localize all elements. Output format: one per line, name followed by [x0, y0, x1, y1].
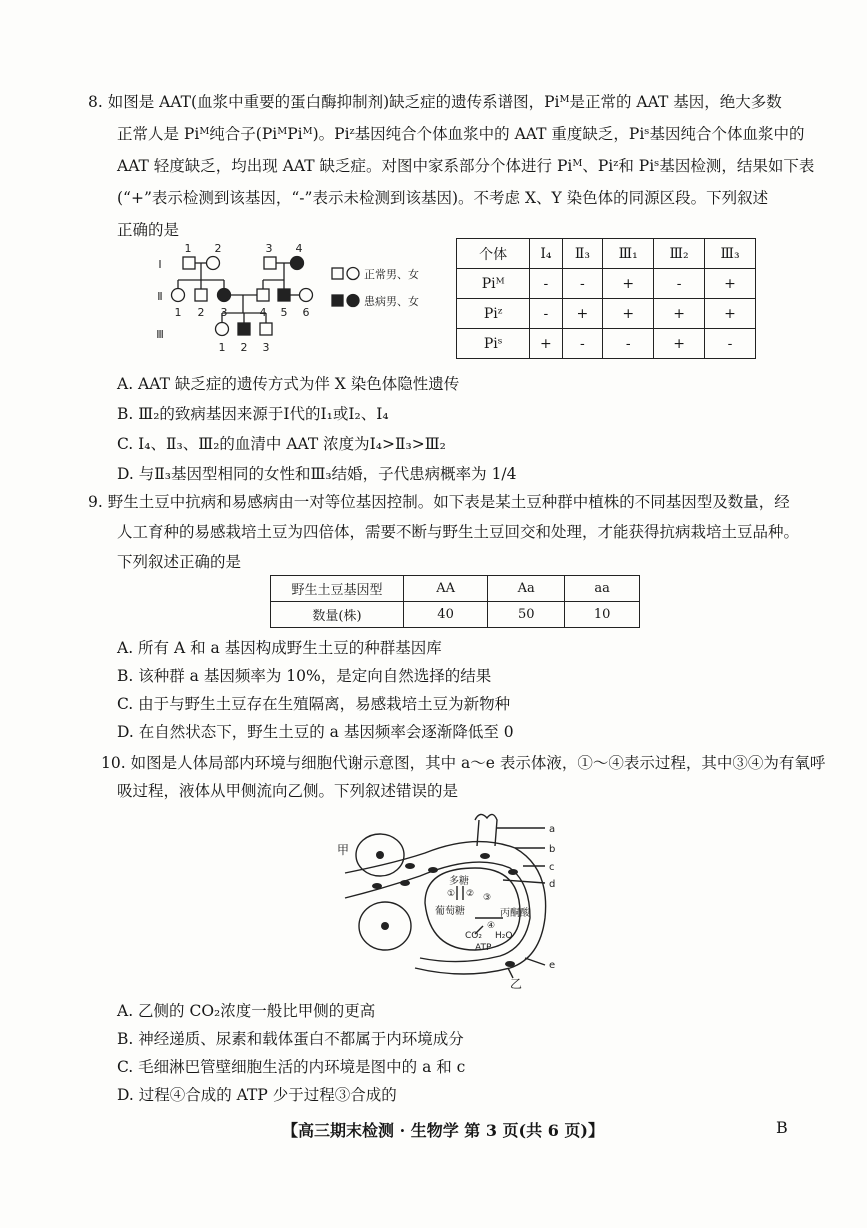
table-cell: Piᶻ: [457, 299, 530, 329]
step-2: ②: [466, 889, 475, 899]
pedigree-iii3-normal-male: [260, 323, 272, 335]
table-cell: -: [603, 329, 654, 359]
label-e: e: [549, 960, 556, 971]
table-cell: +: [705, 269, 756, 299]
table-row: [271, 602, 640, 628]
h2o-label: H₂O: [495, 931, 513, 941]
co2-label: CO₂: [465, 931, 482, 941]
q10-stem-line-2: 吸过程，液体从甲侧流向乙侧。下列叙述错误的是: [117, 782, 459, 800]
table-cell: Piˢ: [457, 329, 530, 359]
side-a-label: 甲: [337, 843, 350, 857]
rbc-7: [505, 961, 515, 967]
legend-affected-female-icon: [347, 295, 359, 307]
table-cell: +: [603, 269, 654, 299]
rbc-5: [508, 869, 518, 875]
q10-option-b[interactable]: B. 神经递质、尿素和载体蛋白不都属于内环境成分: [117, 1030, 464, 1048]
pedigree-chart: [150, 238, 440, 363]
footer-page-info: 【高三期末检测 · 生物学 第 3 页(共 6 页)】: [282, 1121, 604, 1140]
table-header: Ⅱ₃: [562, 239, 603, 269]
q8-gene-table: [456, 238, 756, 359]
num-ii4: 4: [259, 306, 267, 319]
q9-option-d[interactable]: D. 在自然状态下，野生土豆的 a 基因频率会逐渐降低至 0: [117, 723, 514, 741]
pedigree-i4-affected-female: [291, 257, 304, 270]
table-cell: +: [530, 329, 562, 359]
label-c: c: [549, 862, 555, 873]
table-cell: +: [603, 299, 654, 329]
table-cell: -: [530, 299, 562, 329]
rbc-6: [400, 880, 410, 886]
step-1: ①: [447, 889, 456, 899]
table-row: [457, 299, 756, 329]
q9-stem-line-2: 人工育种的易感栽培土豆为四倍体，需要不断与野生土豆回交和处理，才能获得抗病栽培土豆品种。: [117, 523, 800, 541]
num-ii3: 3: [220, 306, 228, 319]
label-b: b: [549, 844, 556, 855]
num-ii5: 5: [280, 306, 288, 319]
num-iii2: 2: [240, 341, 248, 354]
table-cell: -: [562, 329, 603, 359]
q8-stem-line-3: AAT 轻度缺乏，均出现 AAT 缺乏症。对图中家系部分个体进行 Piᴹ、Piᶻ和 Piˢ基因检测，结果如下表: [117, 157, 815, 175]
gen-label-2: Ⅱ: [157, 290, 163, 303]
nucleus-1: [376, 851, 384, 859]
pedigree-iii1-normal-female: [216, 323, 229, 336]
q8-option-d[interactable]: D. 与Ⅱ₃基因型相同的女性和Ⅲ₃结婚，子代患病概率为 1/4: [117, 465, 517, 483]
num-i3: 3: [265, 242, 273, 255]
table-header: Ⅲ₁: [603, 239, 654, 269]
legend-affected-male-icon: [332, 295, 343, 306]
table-header: aa: [565, 576, 640, 602]
label-a: a: [549, 824, 556, 835]
table-cell: 数量(株): [271, 602, 404, 628]
table-row: [457, 269, 756, 299]
table-row: [457, 239, 756, 269]
nucleus-2: [381, 922, 389, 930]
q8-stem-line-4: (“+”表示检测到该基因，“-”表示未检测到该基因)。不考虑 X、Y 染色体的同源区段。下列叙述: [117, 189, 769, 207]
paper-version: B: [776, 1118, 788, 1137]
num-iii1: 1: [218, 341, 226, 354]
pedigree-iii2-affected-male: [238, 323, 250, 335]
q10-stem-line-1: 10. 如图是人体局部内环境与细胞代谢示意图，其中 a～e 表示体液，①～④表示过程，其中③④为有氧呼: [101, 754, 826, 772]
glucose-label: 葡萄糖: [435, 906, 465, 917]
table-row: [271, 576, 640, 602]
pedigree-ii6-normal-female: [300, 289, 313, 302]
step-4: ④: [487, 921, 496, 931]
table-header: Ⅲ₃: [705, 239, 756, 269]
q9-option-c[interactable]: C. 由于与野生土豆存在生殖隔离，易感栽培土豆为新物种: [117, 695, 511, 713]
step-3: ③: [483, 893, 492, 903]
atp-label: ATP: [475, 943, 492, 953]
table-header: Ⅲ₂: [654, 239, 705, 269]
q9-stem-line-3: 下列叙述正确的是: [117, 553, 242, 571]
gen-label-3: Ⅲ: [156, 328, 164, 341]
q8-option-c[interactable]: C. Ⅰ₄、Ⅱ₃、Ⅲ₂的血清中 AAT 浓度为Ⅰ₄>Ⅱ₃>Ⅲ₂: [117, 435, 446, 453]
pyruvate-label: 丙酮酸: [500, 908, 530, 919]
legend-normal-female-icon: [347, 268, 359, 280]
pedigree-ii2-normal-male: [195, 289, 207, 301]
label-d: d: [549, 879, 556, 890]
q10-option-d[interactable]: D. 过程④合成的 ATP 少于过程③合成的: [117, 1086, 397, 1104]
table-cell: +: [705, 299, 756, 329]
rbc-4: [480, 853, 490, 859]
rbc-2: [372, 883, 382, 889]
num-ii2: 2: [197, 306, 205, 319]
table-cell: -: [654, 269, 705, 299]
table-cell: Piᴹ: [457, 269, 530, 299]
q10-option-a[interactable]: A. 乙侧的 CO₂浓度一般比甲侧的更高: [117, 1002, 376, 1020]
table-header: Ⅰ₄: [530, 239, 562, 269]
rbc-1: [405, 863, 415, 869]
q9-option-b[interactable]: B. 该种群 a 基因频率为 10%，是定向自然选择的结果: [117, 667, 492, 685]
q8-stem-line-5: 正确的是: [117, 221, 180, 239]
polysaccharide-label: 多糖: [449, 876, 469, 887]
q9-genotype-table: [270, 575, 640, 628]
table-header: AA: [404, 576, 488, 602]
table-header: 野生土豆基因型: [271, 576, 404, 602]
pedigree-i2-normal-female: [207, 257, 220, 270]
pedigree-i3-normal-male: [264, 257, 276, 269]
num-ii6: 6: [302, 306, 310, 319]
pedigree-ii5-affected-male: [278, 289, 290, 301]
q10-option-c[interactable]: C. 毛细淋巴管壁细胞生活的内环境是图中的 a 和 c: [117, 1058, 466, 1076]
table-header: 个体: [457, 239, 530, 269]
q9-stem-line-1: 9. 野生土豆中抗病和易感病由一对等位基因控制。如下表是某土豆种群中植株的不同基因型及数量，经: [88, 493, 790, 511]
table-cell: +: [562, 299, 603, 329]
table-cell: 40: [404, 602, 488, 628]
table-cell: +: [654, 299, 705, 329]
table-cell: -: [562, 269, 603, 299]
table-cell: 50: [488, 602, 565, 628]
pedigree-i1-normal-male: [183, 257, 195, 269]
table-header: Aa: [488, 576, 565, 602]
legend-normal-male-icon: [332, 268, 343, 279]
tissue-metabolism-diagram: [325, 808, 570, 993]
gen-label-1: Ⅰ: [158, 258, 162, 271]
pedigree-ii1-normal-female: [172, 289, 185, 302]
table-row: [457, 329, 756, 359]
num-i2: 2: [214, 242, 222, 255]
table-cell: -: [530, 269, 562, 299]
side-b-label: 乙: [510, 977, 523, 991]
q8-option-b[interactable]: B. Ⅲ₂的致病基因来源于Ⅰ代的Ⅰ₁或Ⅰ₂、Ⅰ₄: [117, 405, 389, 423]
legend-normal-label: 正常男、女: [364, 268, 419, 281]
pedigree-ii3-affected-female: [218, 289, 231, 302]
q9-option-a[interactable]: A. 所有 A 和 a 基因构成野生土豆的种群基因库: [117, 639, 442, 657]
q8-stem-line-2: 正常人是 Piᴹ纯合子(PiᴹPiᴹ)。Piᶻ基因纯合个体血浆中的 AAT 重度缺乏，Piˢ基因纯合个体血浆中的: [117, 125, 805, 143]
legend-affected-label: 患病男、女: [364, 295, 419, 308]
q8-stem-line-1: 8. 如图是 AAT(血浆中重要的蛋白酶抑制剂)缺乏症的遗传系谱图，Piᴹ是正常的 AAT 基因，绝大多数: [88, 93, 782, 111]
q8-option-a[interactable]: A. AAT 缺乏症的遗传方式为伴 X 染色体隐性遗传: [117, 375, 460, 393]
rbc-3: [428, 867, 438, 873]
num-ii1: 1: [174, 306, 182, 319]
num-iii3: 3: [262, 341, 270, 354]
table-cell: 10: [565, 602, 640, 628]
table-cell: -: [705, 329, 756, 359]
num-i4: 4: [295, 242, 303, 255]
table-cell: +: [654, 329, 705, 359]
num-i1: 1: [184, 242, 192, 255]
pedigree-ii4-normal-male: [257, 289, 269, 301]
